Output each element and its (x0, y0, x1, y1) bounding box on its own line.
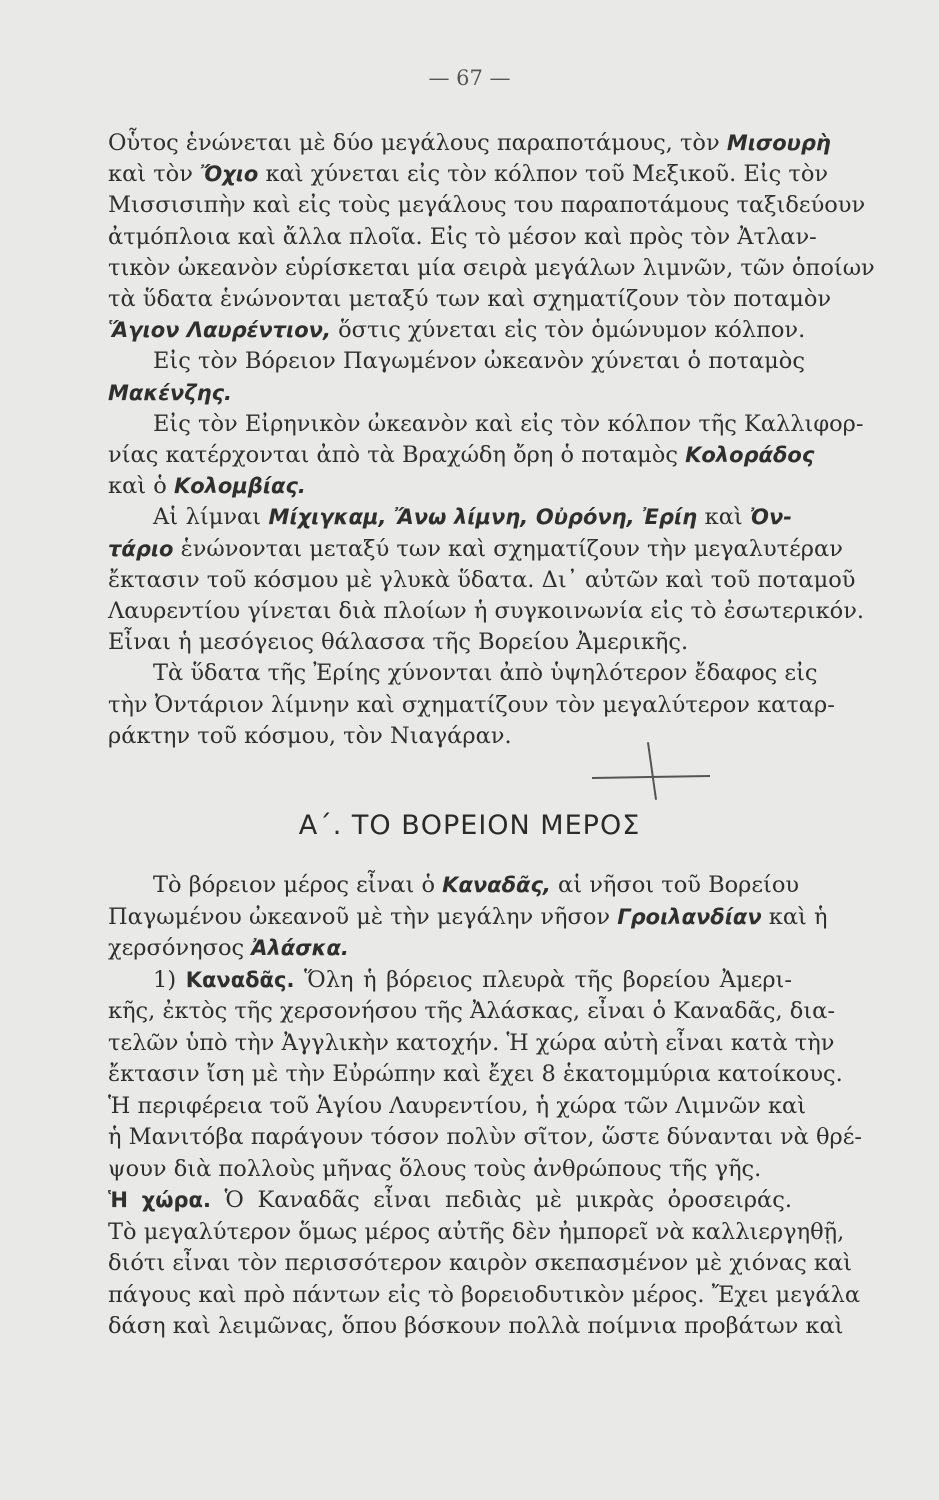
emphasized-term: Καναδᾶς. (185, 967, 295, 992)
text-line: ἀτμόπλοια καὶ ἄλλα πλοῖα. Εἰς τὸ μέσον καὶ πρὸς τὸν Ἀτλαν- (108, 223, 817, 250)
text-line: νίας κατέρχονται ἀπὸ τὰ Βραχώδη ὄρη ὁ ποταμὸς Κολοράδος (108, 442, 815, 468)
emphasized-term: Μίχιγκαμ, Ἄνω λίμνη, Οὐρόνη, Ἐρίη (268, 505, 698, 530)
text-line: Ἅγιον Λαυρέντιον, ὅστις χύνεται εἰς τὸν ὁμώνυμον κόλπον. (108, 317, 806, 344)
emphasized-term: τάριο (108, 536, 174, 561)
page-number: — 67 — (428, 66, 511, 90)
text-line: Λαυρεντίου γίνεται διὰ πλοίων ἡ συγκοινωνία εἰς τὸ ἐσωτερικόν. (108, 598, 865, 624)
text-line: Μισσισιπὴν καὶ εἰς τοὺς μεγάλους του παραποτάμους ταξιδεύουν (108, 192, 866, 219)
emphasized-term: Μακένζης. (108, 380, 233, 405)
emphasized-term: Ὄχιο (200, 162, 259, 187)
emphasized-term: Γροιλανδίαν (617, 904, 762, 929)
text-line: χερσόνησος Ἀλάσκα. (108, 935, 349, 961)
text-line: ψουν διὰ πολλοὺς μῆνας ὅλους τοὺς ἀνθρώπους τῆς γῆς. (108, 1155, 762, 1182)
text-line: Ἡ χώρα. Ὁ Καναδᾶς εἶναι πεδιὰς μὲ μικρὰς ὀροσειράς. (108, 1187, 792, 1213)
text-line: Οὗτος ἑνώνεται μὲ δύο μεγάλους παραποτάμους, τὸν Μισουρὴ (108, 130, 831, 156)
emphasized-term: Ἅγιον Λαυρέντιον, (108, 318, 331, 343)
text-line: Τὰ ὕδατα τῆς Ἐρίης χύνονται ἀπὸ ὑψηλότερον ἔδαφος εἰς (108, 660, 818, 687)
text-line: ἔκτασιν τοῦ κόσμου μὲ γλυκὰ ὕδατα. Δι᾽ αὐτῶν καὶ τοῦ ποταμοῦ (108, 566, 856, 593)
emphasized-term: Ἡ χώρα. (108, 1188, 211, 1212)
text-line: ἔκτασιν ἴση μὲ τὴν Εὐρώπην καὶ ἔχει 8 ἑκατομμύρια κατοίκους. (108, 1061, 843, 1087)
text-line: Εἰς τὸν Βόρειον Παγωμένον ὠκεανὸν χύνεται ὁ ποταμὸς (108, 348, 805, 375)
text-line: τικὸν ὠκεανὸν εὑρίσκεται μία σειρὰ μεγάλων λιμνῶν, τῶν ὁποίων (108, 254, 875, 281)
text-line: ράκτην τοῦ κόσμου, τὸν Νιαγάραν. (108, 722, 512, 749)
text-line: 1) Καναδᾶς. Ὅλη ἡ βόρειος πλευρὰ τῆς βορείου Ἀμερι- (108, 966, 792, 993)
text-line: καὶ ὁ Κολομβίας. (108, 473, 306, 500)
text-line: τελῶν ὑπὸ τὴν Ἀγγλικὴν κατοχήν. Ἡ χώρα αὐτὴ εἶναι κατὰ τὴν (108, 1029, 835, 1056)
emphasized-term: Καναδᾶς, (442, 873, 551, 897)
emphasized-term: Ὀν- (750, 505, 792, 530)
emphasized-term: Μισουρὴ (726, 131, 831, 155)
emphasized-term: Κολομβίας. (173, 474, 306, 499)
text-line: ἡ Μανιτόβα παράγουν τόσον πολὺν σῖτον, ὥστε δύνανται νὰ θρέ- (108, 1124, 863, 1150)
text-line: Ἡ περιφέρεια τοῦ Ἁγίου Λαυρεντίου, ἡ χώρα τῶν Λιμνῶν καὶ (108, 1092, 807, 1119)
text-line: καὶ τὸν Ὄχιο καὶ χύνεται εἰς τὸν κόλπον τοῦ Μεξικοῦ. Εἰς τὸν (108, 161, 829, 188)
section-heading: Α΄. ΤΟ ΒΟΡΕΙΟΝ ΜΕΡΟΣ (298, 810, 641, 841)
text-line: Αἱ λίμναι Μίχιγκαμ, Ἄνω λίμνη, Οὐρόνη, Ἐρίη καὶ Ὀν- (108, 504, 792, 531)
text-line: τάριο ἑνώνονται μεταξύ των καὶ σχηματίζουν τὴν μεγαλυτέραν (108, 535, 843, 562)
text-line (108, 376, 792, 410)
text-line: δάση καὶ λειμῶνας, ὅπου βόσκουν πολλὰ ποίμνια προβάτων καὶ (108, 1313, 844, 1339)
text-line: Τὸ βόρειον μέρος εἶναι ὁ Καναδᾶς, αἱ νῆσοι τοῦ Βορείου (108, 872, 800, 898)
text-line: τὴν Ὀντάριον λίμνην καὶ σχηματίζουν τὸν μεγαλύτερον καταρ- (108, 691, 835, 718)
text-line: κῆς, ἐκτὸς τῆς χερσονήσου τῆς Ἀλάσκας, εἶναι ὁ Καναδᾶς, δια- (108, 998, 835, 1024)
text-line: Παγωμένου ὠκεανοῦ μὲ τὴν μεγάλην νῆσον Γροιλανδίαν καὶ ἡ (108, 903, 828, 930)
emphasized-term: Κολοράδος (685, 443, 815, 467)
text-line: Τὸ μεγαλύτερον ὅμως μέρος αὐτῆς δὲν ἠμπορεῖ νὰ καλλιεργηθῇ, (108, 1218, 845, 1245)
text-line: Εἶναι ἡ μεσόγειος θάλασσα τῆς Βορείου Ἀμερικῆς. (108, 629, 689, 656)
text-line: διότι εἶναι τὸν περισσότερον καιρὸν σκεπασμένον μὲ χιόνας καὶ (108, 1250, 852, 1276)
text-line: τὰ ὕδατα ἑνώνονται μεταξύ των καὶ σχηματίζουν τὸν ποταμὸν (108, 286, 832, 312)
emphasized-term: Ἀλάσκα. (251, 936, 349, 960)
text-line: Εἰς τὸν Εἰρηνικὸν ὠκεανὸν καὶ εἰς τὸν κόλπον τῆς Καλλιφορ- (108, 410, 864, 437)
text-line: πάγους καὶ πρὸ πάντων εἰς τὸ βορειοδυτικὸν μέρος. Ἔχει μεγάλα (108, 1281, 861, 1308)
